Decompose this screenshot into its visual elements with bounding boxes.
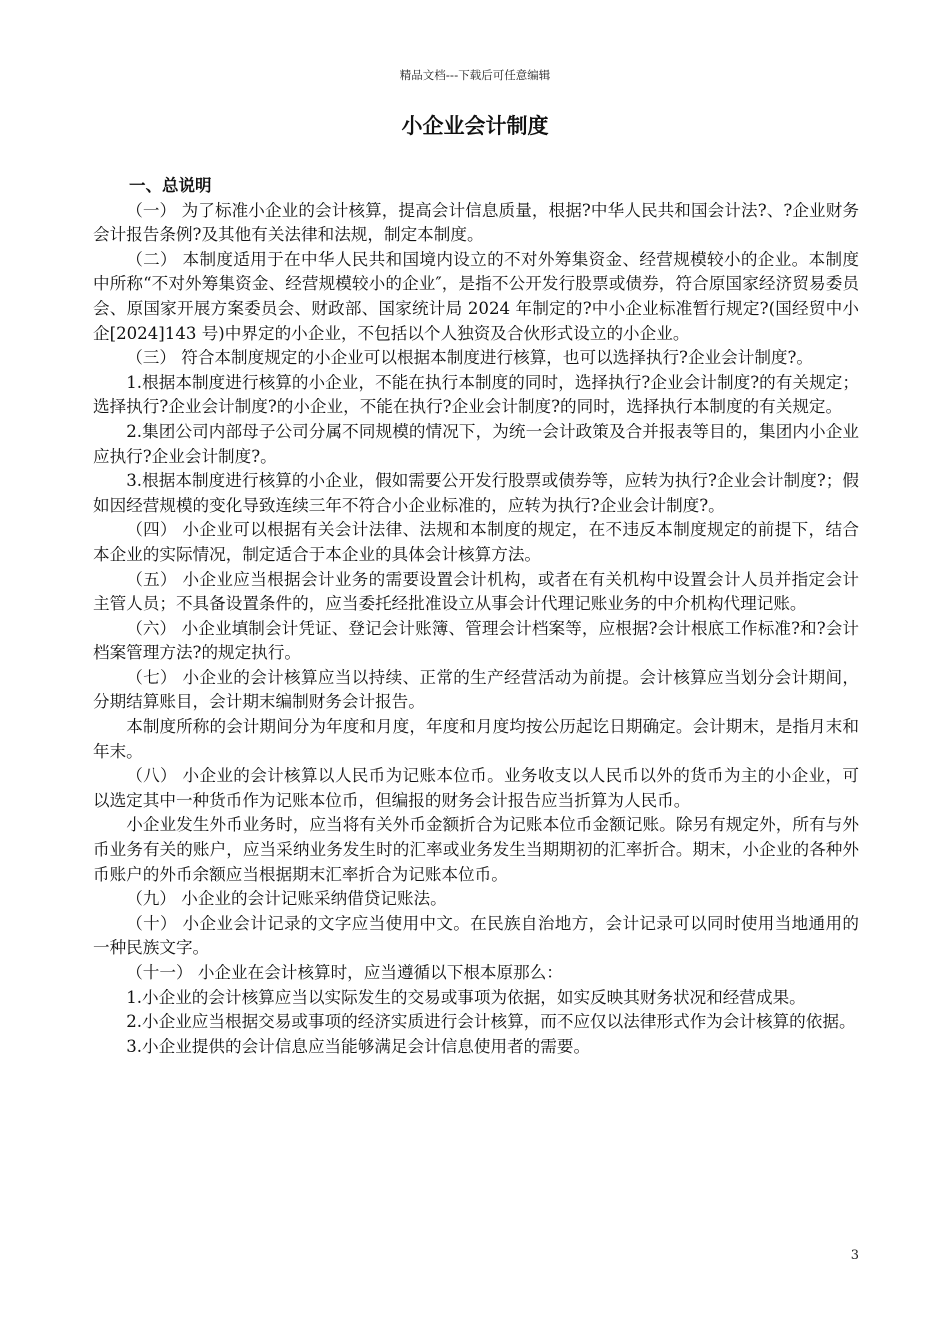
header-note: 精品文档---下载后可任意编辑 bbox=[399, 68, 551, 82]
paragraph: 小企业发生外币业务时，应当将有关外币金额折合为记账本位币金额记账。除另有规定外，所有与外币业务有关的账户，应当采纳业务发生时的汇率或业务发生当期期初的汇率折合。期末，小企业的各种外币账户的外币余额应当根据期末汇率折合为记账本位币。 bbox=[93, 815, 859, 884]
paragraph: （五） 小企业应当根据会计业务的需要设置会计机构，或者在有关机构中设置会计人员并指定会计主管人员；不具备设置条件的，应当委托经批准设立从事会计代理记账业务的中介机构代理记账。 bbox=[93, 569, 859, 614]
paragraph: （十一） 小企业在会计核算时，应当遵循以下根本原那么： bbox=[126, 963, 563, 982]
paragraph: 3.小企业提供的会计信息应当能够满足会计信息使用者的需要。 bbox=[126, 1036, 591, 1056]
paragraph: （十） 小企业会计记录的文字应当使用中文。在民族自治地方，会计记录可以同时使用当地通用的一种民族文字。 bbox=[93, 913, 859, 958]
paragraph: （六） 小企业填制会计凭证、登记会计账簿、管理会计档案等，应根据?会计根底工作标准?和?会计档案管理方法?的规定执行。 bbox=[93, 618, 859, 663]
paragraph: （一） 为了标准小企业的会计核算，提高会计信息质量，根据?中华人民共和国会计法?、?企业财务会计报告条例?及其他有关法律和法规，制定本制度。 bbox=[93, 200, 859, 245]
document-body bbox=[93, 174, 859, 1059]
paragraph: （七） 小企业的会计核算应当以持续、正常的生产经营活动为前提。会计核算应当划分会计期间，分期结算账目，会计期末编制财务会计报告。 bbox=[93, 667, 859, 712]
document-title: 小企业会计制度 bbox=[401, 114, 549, 138]
section-heading: 一、总说明 bbox=[129, 176, 212, 195]
paragraph: 1.小企业的会计核算应当以实际发生的交易或事项为依据，如实反映其财务状况和经营成果。 bbox=[126, 987, 806, 1007]
paragraph: 2.集团公司内部母子公司分属不同规模的情况下，为统一会计政策及合并报表等目的，集团内小企业应执行?企业会计制度?。 bbox=[93, 421, 859, 466]
paragraph: 本制度所称的会计期间分为年度和月度，年度和月度均按公历起讫日期确定。会计期末，是指月末和年末。 bbox=[93, 717, 859, 761]
paragraph: 1.根据本制度进行核算的小企业，不能在执行本制度的同时，选择执行?企业会计制度?的有关规定；选择执行?企业会计制度?的小企业，不能在执行?企业会计制度?的同时，选择执行本制度的有关规定。 bbox=[93, 372, 859, 417]
paragraph: 2.小企业应当根据交易或事项的经济实质进行会计核算，而不应仅以法律形式作为会计核算的依据。 bbox=[126, 1012, 856, 1032]
paragraph: 3.根据本制度进行核算的小企业，假如需要公开发行股票或债券等，应转为执行?企业会计制度?；假如因经营规模的变化导致连续三年不符合小企业标准的，应转为执行?企业会计制度?。 bbox=[93, 471, 859, 515]
paragraph: （四） 小企业可以根据有关会计法律、法规和本制度的规定，在不违反本制度规定的前提下，结合本企业的实际情况，制定适合于本企业的具体会计核算方法。 bbox=[93, 520, 859, 564]
page-number: 3 bbox=[850, 1248, 859, 1263]
paragraph: （二） 本制度适用于在中华人民共和国境内设立的不对外筹集资金、经营规模较小的企业。本制度中所称“不对外筹集资金、经营规模较小的企业″，是指不公开发行股票或债券，符合原国家经济贸易委员会、原国家开展方案委员会、财政部、国家统计局 2024 年制定的?中小企业标准暂行规定?(国经贸中小企[2024]143 号)中界定的小企业，不包括以个人独资及合伙形式设立的小企业。 bbox=[93, 249, 859, 343]
paragraph: （三） 符合本制度规定的小企业可以根据本制度进行核算，也可以选择执行?企业会计制度?。 bbox=[126, 348, 814, 368]
paragraph: （九） 小企业的会计记账采纳借贷记账法。 bbox=[126, 889, 447, 909]
paragraph: （八） 小企业的会计核算以人民币为记账本位币。业务收支以人民币以外的货币为主的小企业，可以选定其中一种货币作为记账本位币，但编报的财务会计报告应当折算为人民币。 bbox=[93, 766, 859, 810]
